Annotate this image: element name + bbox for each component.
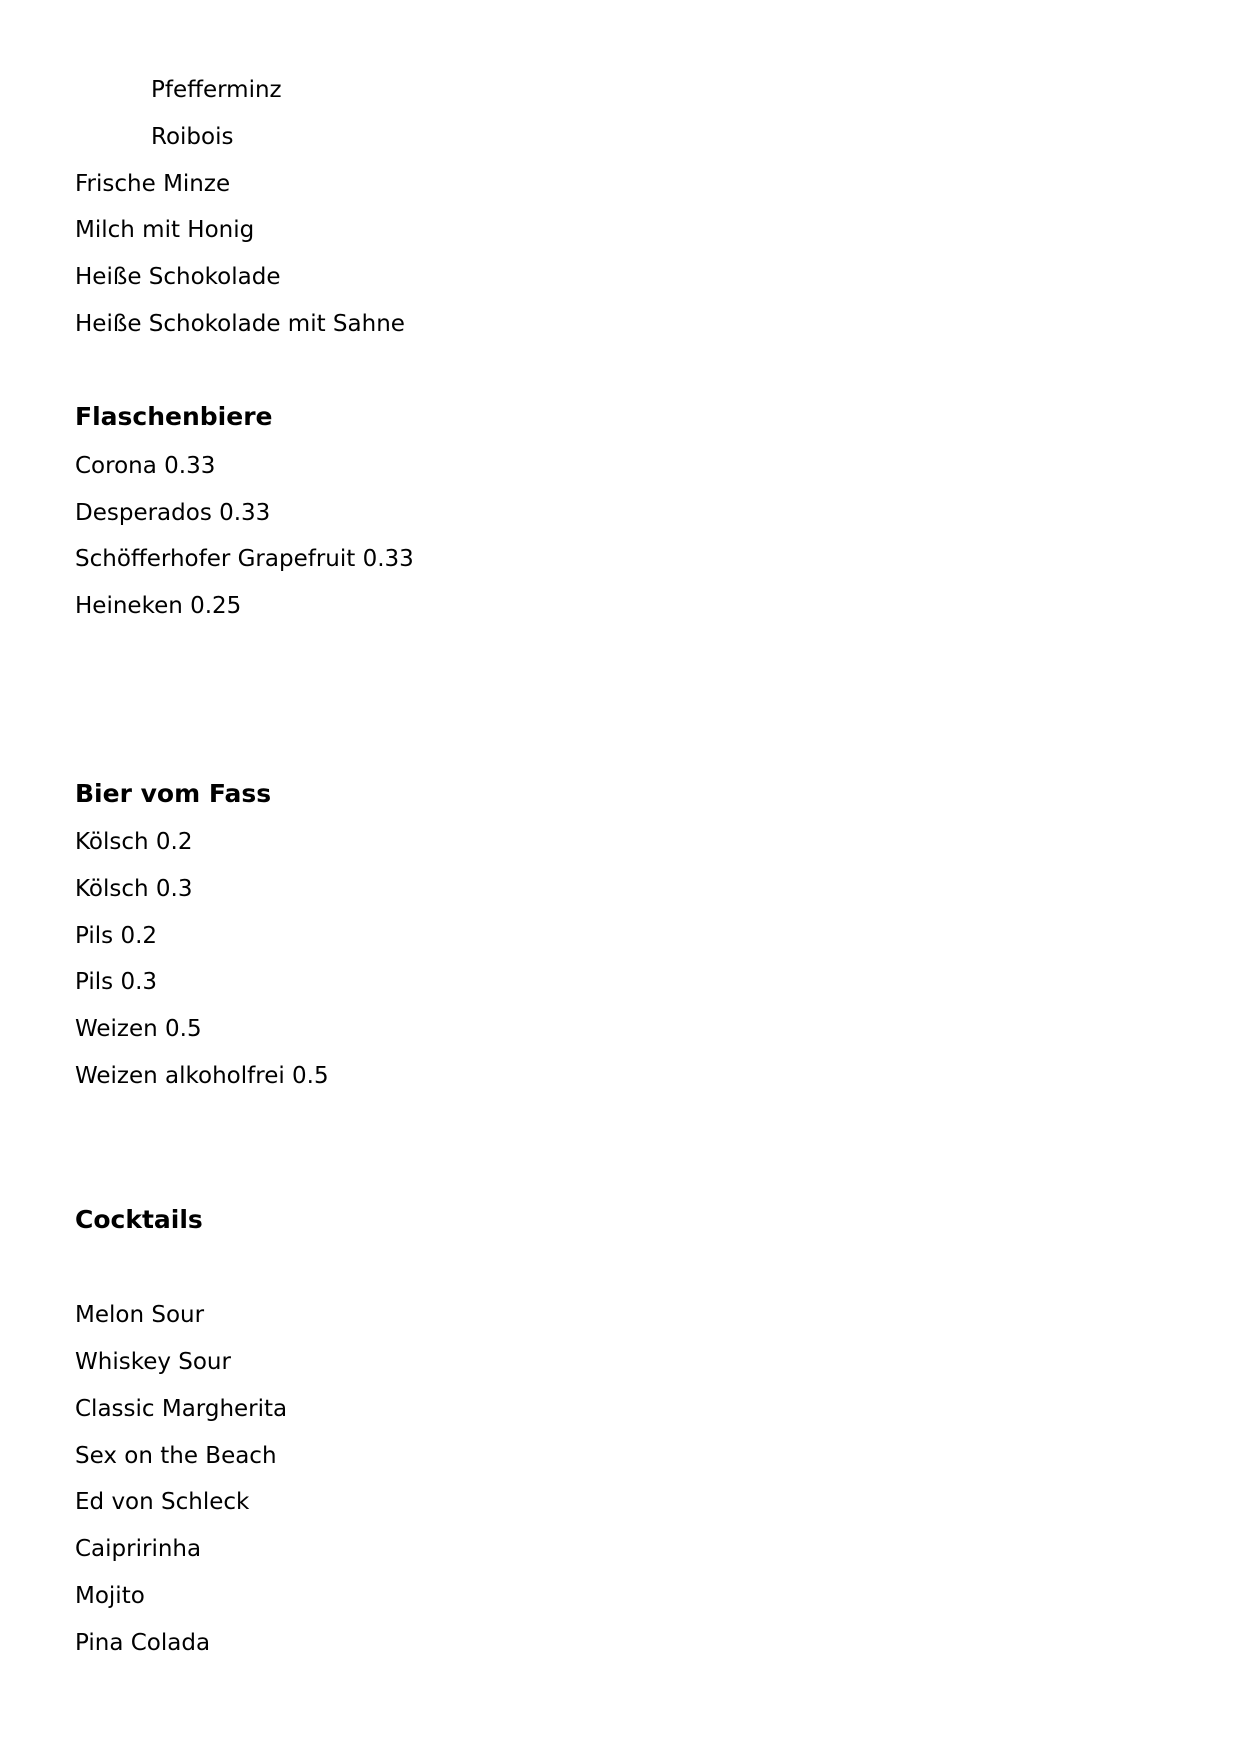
draft-beer-item: Pils 0.3 bbox=[75, 969, 158, 995]
drink-item: Frische Minze bbox=[75, 171, 231, 197]
cocktail-item: Ed von Schleck bbox=[75, 1489, 250, 1515]
drink-item: Milch mit Honig bbox=[75, 217, 255, 243]
drink-item: Heiße Schokolade mit Sahne bbox=[75, 311, 405, 337]
section-heading-flaschenbiere: Flaschenbiere bbox=[75, 402, 273, 431]
draft-beer-item: Pils 0.2 bbox=[75, 923, 158, 949]
draft-beer-item: Kölsch 0.2 bbox=[75, 829, 193, 855]
bottle-beer-item: Desperados 0.33 bbox=[75, 500, 271, 526]
cocktail-item: Sex on the Beach bbox=[75, 1443, 277, 1469]
tea-item: Pfefferminz bbox=[151, 77, 282, 103]
cocktail-item: Caipririnha bbox=[75, 1536, 202, 1562]
tea-item: Roibois bbox=[151, 124, 234, 150]
draft-beer-item: Weizen alkoholfrei 0.5 bbox=[75, 1063, 329, 1089]
cocktail-item: Classic Margherita bbox=[75, 1396, 288, 1422]
cocktail-item: Melon Sour bbox=[75, 1302, 205, 1328]
cocktail-item: Mojito bbox=[75, 1583, 145, 1609]
bottle-beer-item: Corona 0.33 bbox=[75, 453, 216, 479]
draft-beer-item: Kölsch 0.3 bbox=[75, 876, 193, 902]
bottle-beer-item: Schöfferhofer Grapefruit 0.33 bbox=[75, 546, 414, 572]
bottle-beer-item: Heineken 0.25 bbox=[75, 593, 242, 619]
cocktail-item: Pina Colada bbox=[75, 1630, 211, 1656]
draft-beer-item: Weizen 0.5 bbox=[75, 1016, 202, 1042]
cocktail-item: Whiskey Sour bbox=[75, 1349, 231, 1375]
drink-item: Heiße Schokolade bbox=[75, 264, 281, 290]
section-heading-bier-vom-fass: Bier vom Fass bbox=[75, 779, 272, 808]
section-heading-cocktails: Cocktails bbox=[75, 1205, 203, 1234]
